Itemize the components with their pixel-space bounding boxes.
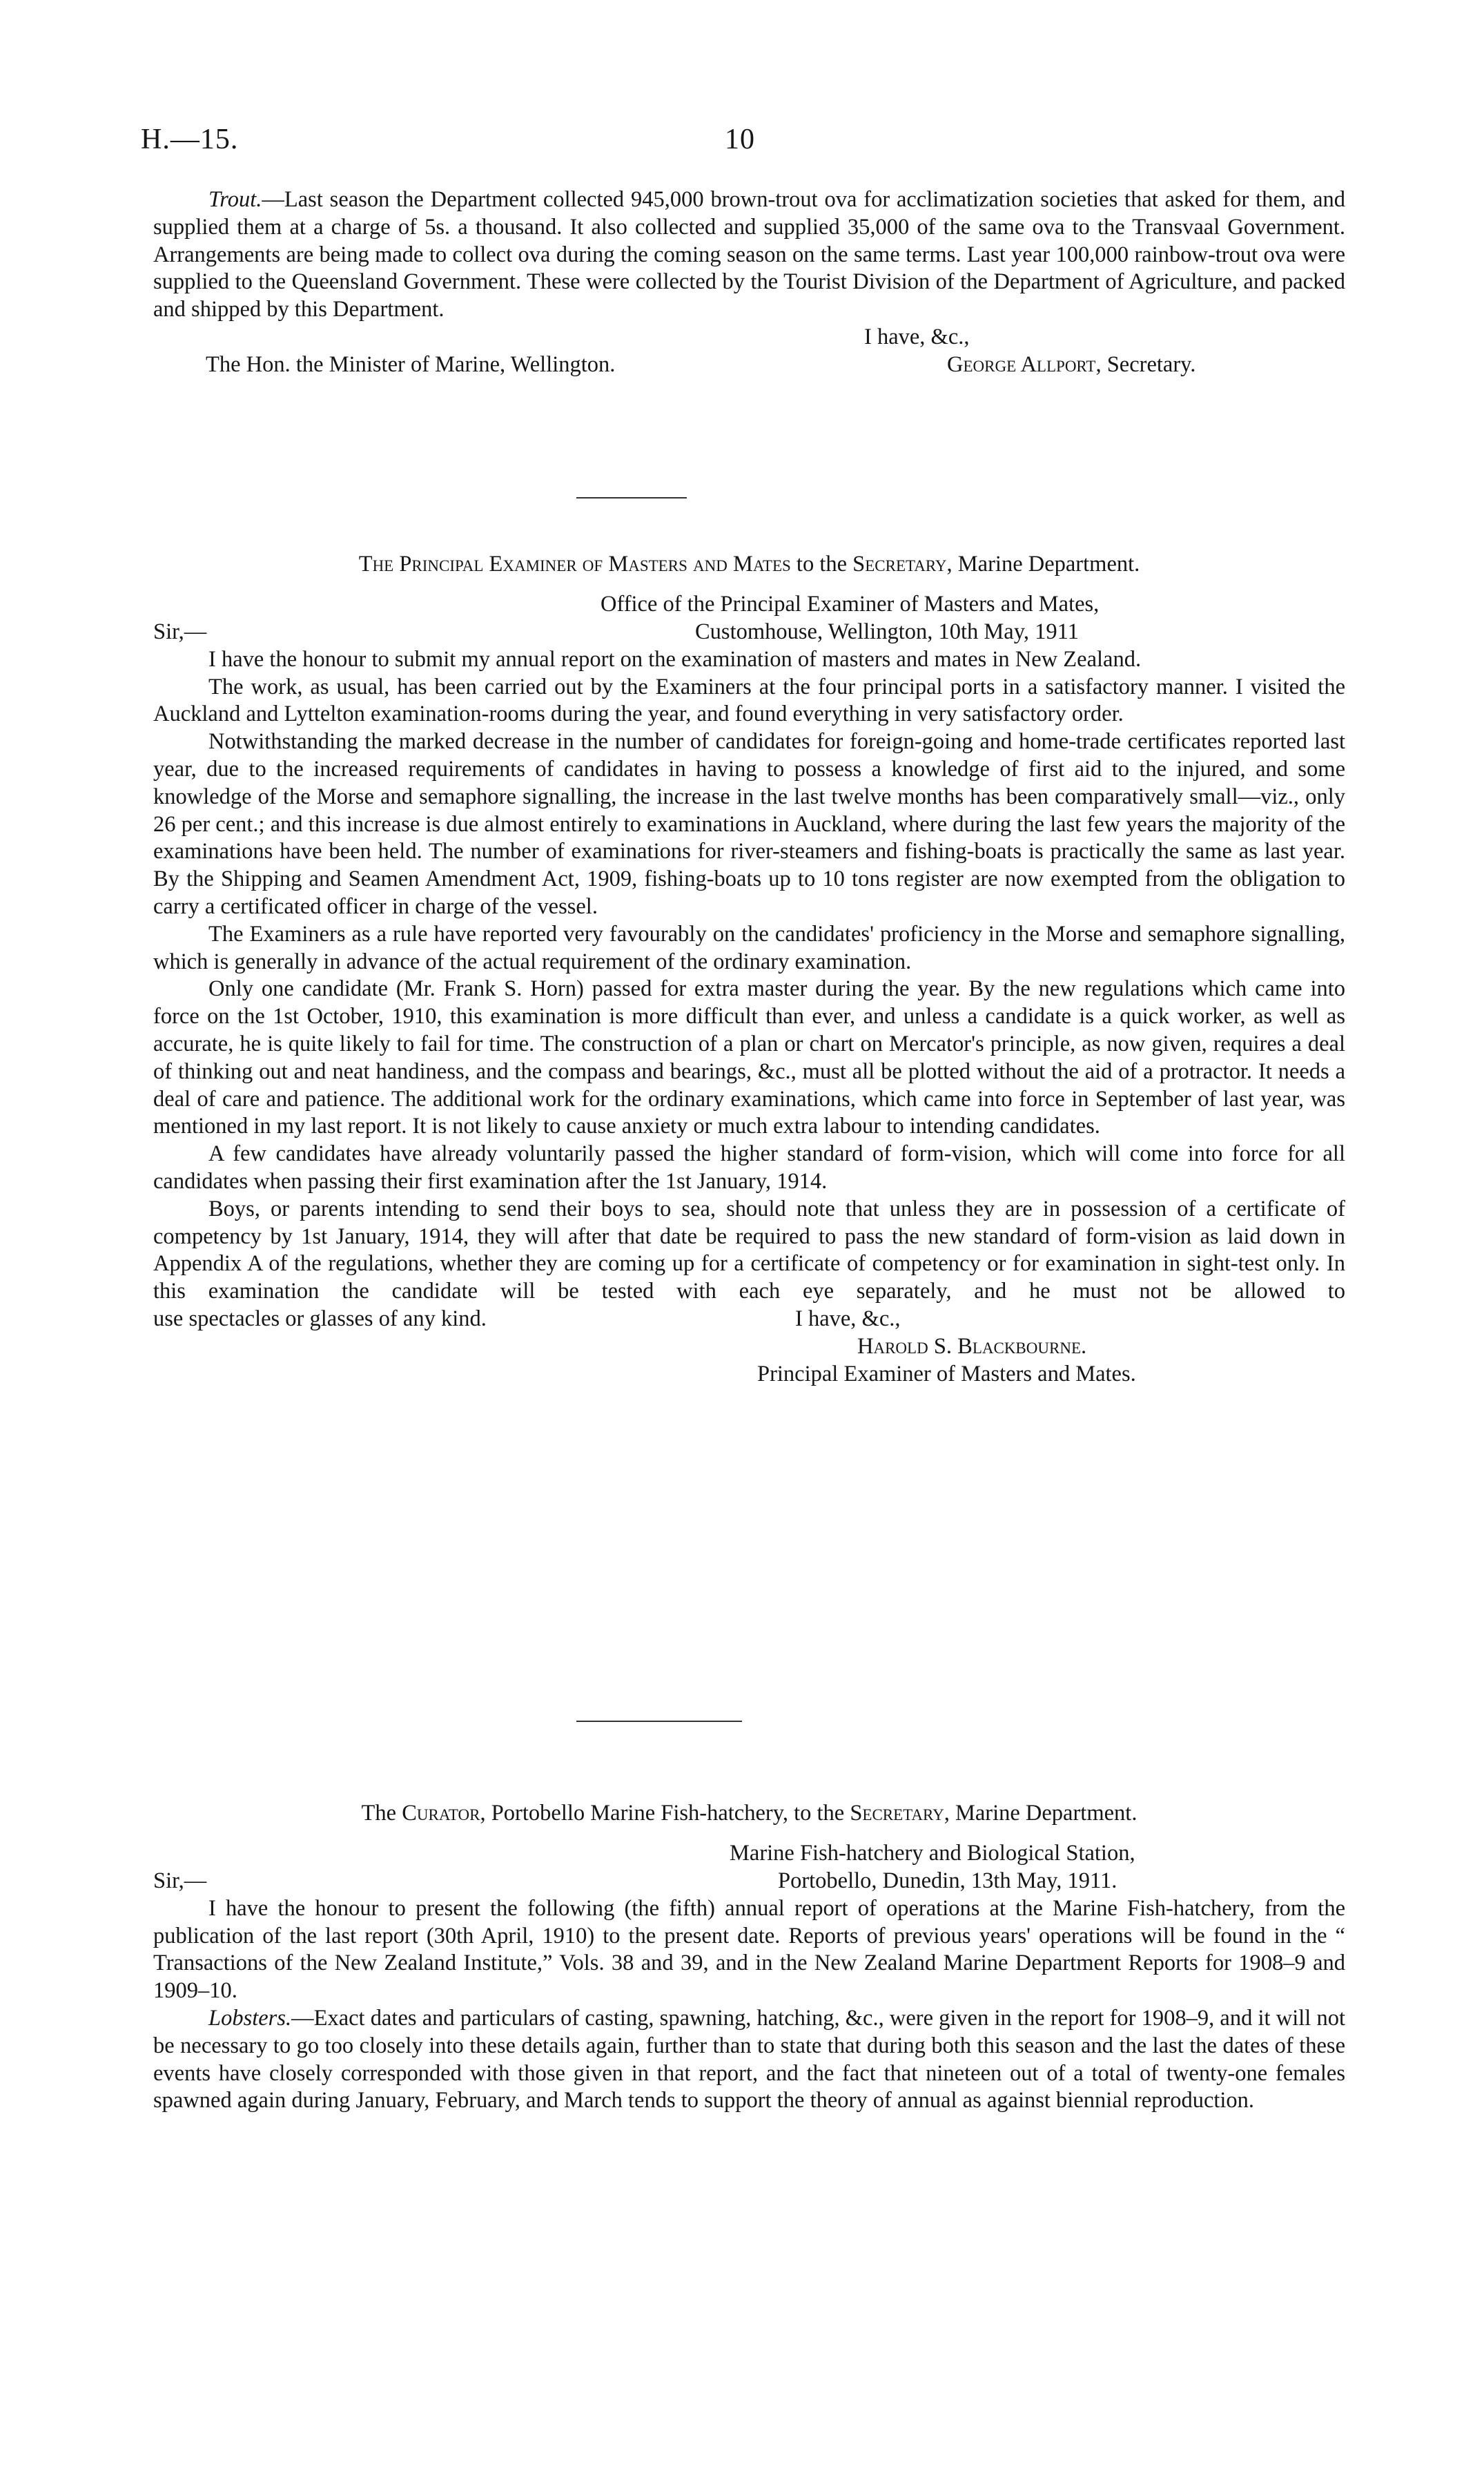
examiner-address-row-1 <box>153 591 1345 619</box>
curator-address-row-2 <box>153 1868 1345 1895</box>
examiner-title: The Principal Examiner of Masters and Mates to the Secretary, Marine Department. <box>358 552 1140 577</box>
curator-address-line-2: Portobello, Dunedin, 13th May, 1911. <box>778 1868 1117 1893</box>
examiner-closing-row <box>153 1306 1345 1333</box>
examiner-address-line-2: Customhouse, Wellington, 10th May, 1911 <box>695 619 1079 644</box>
trout-closing: I have, &c., <box>864 324 970 349</box>
trout-section <box>153 186 1345 379</box>
examiner-paragraph-3: Notwithstanding the marked decrease in the number of candidates for foreign-going and home-trade certificates reported last year, due to the increased requirements of candidates in having to possess a knowledge of first aid to the injured, and some knowledge of the Morse and semaphore signalling, the increase in the last twelve months has been comparatively small—viz., only 26 per cent.; and this increase is due almost entirely to examinations in Auckland, where during the last few years the majority of the examinations have been held. The number of examinations for river-steamers and fishing-boats is practically the same as last year. By the Shipping and Seamen Amendment Act, 1909, fishing-boats up to 10 tons register are now exempted from the obligation to carry a certificated officer in charge of the vessel. <box>153 729 1345 919</box>
trout-text: —Last season the Department collected 945,000 brown-trout ova for acclimatization societies that asked for them, and supplied them at a charge of 5s. a thousand. It also collected and supplied 35,000 of the same ova to the Transvaal Government. Arrangements are being made to collect ova during the coming season on the same terms. Last year 100,000 rainbow-trout ova were supplied to the Queensland Government. These were collected by the Tourist Division of the Department of Agriculture, and packed and shipped by this Department. <box>153 187 1345 322</box>
trout-closing-row <box>153 324 1345 351</box>
examiner-signature-name: Harold S. Blackbourne. <box>857 1333 1087 1359</box>
trout-paragraph <box>153 186 1345 324</box>
examiner-paragraph-5: Only one candidate (Mr. Frank S. Horn) passed for extra master during the year. By the new regulations which came into force on the 1st October, 1910, this examination is more difficult than ever, and unless a candidate is a quick worker, as well as accurate, he is quite likely to fail for time. The construction of a plan or chart on Mercator's principle, as now given, requires a deal of thinking out and neat handiness, and the compass and bearings, &c., must all be plotted without the aid of a protractor. It needs a deal of care and patience. The additional work for the ordinary examinations, which came into force in September of last year, was mentioned in my last report. It is not likely to cause anxiety or much extra labour to intending candidates. <box>153 976 1345 1139</box>
examiner-signature-row <box>153 1333 1345 1361</box>
curator-address-row-1 <box>153 1840 1345 1868</box>
examiner-last-line: use spectacles or glasses of any kind. <box>153 1306 487 1331</box>
examiner-closing: I have, &c., <box>795 1306 901 1331</box>
section-divider <box>576 497 687 499</box>
trout-signature-row <box>153 351 1345 379</box>
page-reference: H.—15. <box>141 124 239 155</box>
curator-salutation: Sir,— <box>153 1868 207 1893</box>
curator-intro: I have the honour to present the following (the fifth) annual report of operations at the Marine Fish-hatchery, from the publication of the last report (30th April, 1910) to the present date. Reports of previous years' operations will be found in the “ Transactions of the New Zealand Institute,” Vols. 38 and 39, and in the New Zealand Marine Department Reports for 1908–9 and 1909–10. <box>153 1895 1345 2004</box>
examiner-address-line-1: Office of the Principal Examiner of Masters and Mates, <box>601 591 1100 617</box>
trout-signature-title: , Secretary. <box>1095 351 1196 377</box>
examiner-address-row-2 <box>153 619 1345 646</box>
trout-addressee: The Hon. the Minister of Marine, Wellington. <box>206 351 616 377</box>
examiner-paragraph-1: I have the honour to submit my annual report on the examination of masters and mates in New Zealand. <box>208 646 1142 672</box>
page-number: 10 <box>725 124 755 155</box>
examiner-title-row <box>153 1361 1345 1388</box>
trout-heading: Trout. <box>208 187 262 212</box>
examiner-paragraph-7: Boys, or parents intending to send their boys to sea, should note that unless they are in possession of a certificate of competency by 1st January, 1914, they will after that date be required to pass the new standard of form-vision as laid down in Appendix A of the regulations, whether they are coming up for a certificate of competency or for examination in sight-test only. In this examination the candidate will be tested with each eye separately, and he must not be allowed to <box>153 1196 1345 1304</box>
section-divider <box>576 1721 742 1722</box>
lobsters-heading: Lobsters. <box>208 2005 292 2031</box>
lobsters-text: —Exact dates and particulars of casting, spawning, hatching, &c., were given in the report for 1908–9, and it will not be necessary to go too closely into these details again, further than to state that during both this season and the last the dates of these events have closely corresponded with those given in that report, and the fact that nineteen out of a total of twenty-one females spawned again during January, February, and March tends to support the theory of annual as against biennial reproduction. <box>153 2005 1345 2113</box>
curator-title: The Curator, Portobello Marine Fish-hatchery, to the Secretary, Marine Department. <box>361 1801 1138 1826</box>
examiner-salutation: Sir,— <box>153 619 207 644</box>
examiner-section <box>153 551 1345 1388</box>
lobsters-paragraph <box>153 2005 1345 2115</box>
examiner-signature-title: Principal Examiner of Masters and Mates. <box>757 1361 1136 1386</box>
examiner-paragraph-2: The work, as usual, has been carried out by the Examiners at the four principal ports in a satisfactory manner. I visited the Auckland and Lyttelton examination-rooms during the year, and found everything in very satisfactory order. <box>153 674 1345 727</box>
examiner-paragraph-6: A few candidates have already voluntarily passed the higher standard of form-vision, which will come into force for all candidates when passing their first examination after the 1st January, 1914. <box>153 1141 1345 1194</box>
trout-signature-name: George Allport <box>947 351 1096 377</box>
curator-address-line-1: Marine Fish-hatchery and Biological Station, <box>730 1840 1135 1866</box>
examiner-paragraph-4: The Examiners as a rule have reported very favourably on the candidates' proficiency in the Morse and semaphore signalling, which is generally in advance of the actual requirement of the ordinary examination. <box>153 921 1345 974</box>
curator-section <box>153 1800 1345 2115</box>
